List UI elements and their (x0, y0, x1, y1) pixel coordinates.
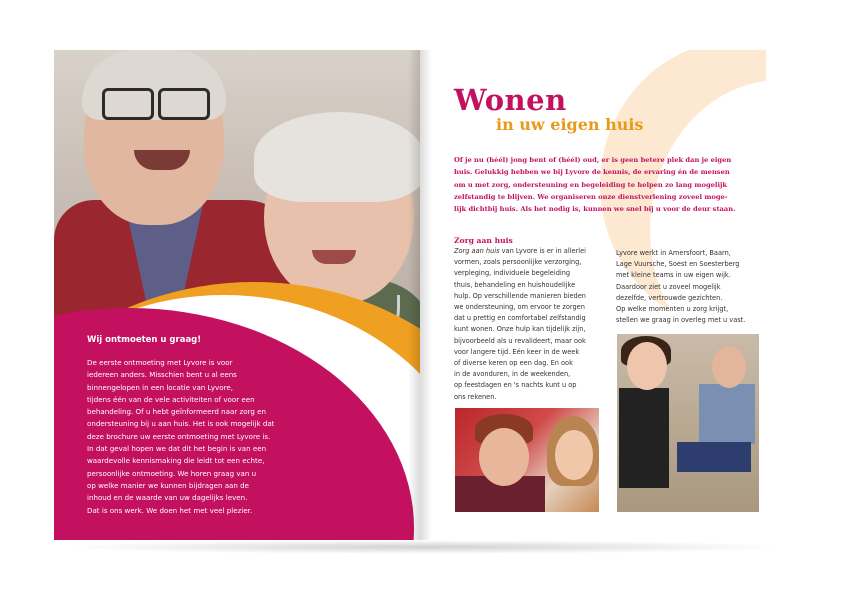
intro-paragraph (454, 154, 754, 215)
left-body-line: behandeling. Of u hebt geïnformeerd naar zorg en (87, 407, 266, 417)
intro-line: lijk dichtbij huis. Als het nodig is, kunnen we snel bij u voor de deur staan. (454, 205, 736, 214)
glasses-right-lens (158, 88, 210, 120)
column-line: kunt wonen. Onze hulp kan tijdelijk zijn, (454, 325, 586, 334)
left-body-line: deze brochure uw eerste ontmoeting met Lyvore is. (87, 431, 271, 441)
elderly-man-shirt (699, 384, 755, 444)
column-line: Op welke momenten u zorg krijgt, (616, 305, 729, 314)
column-line: vormen, zoals persoonlijke verzorging, (454, 258, 582, 267)
left-heading: Wij ontmoeten u graag! (87, 335, 202, 345)
left-body-line: ondersteuning bij u aan huis. Het is ook mogelijk dat (87, 419, 275, 429)
elderly-man-trousers (677, 442, 751, 472)
left-page (54, 50, 420, 540)
column-line: Daardoor ziet u zoveel mogelijk (616, 282, 721, 291)
caregiver-face (555, 430, 593, 480)
column-line: dat u prettig en comfortabel zelfstandig (454, 314, 586, 323)
column-line: dezelfde, vertrouwde gezichten. (616, 293, 723, 302)
left-body-line: In dat geval hopen we dat dit het begin is van een (87, 444, 267, 454)
column-line: stellen we graag in overleg met u vast. (616, 316, 746, 325)
left-body-line: waardevolle kennismaking die leidt tot een echte, (87, 456, 265, 466)
left-body-line: Dat is ons werk. We doen het met veel plezier. (87, 505, 253, 515)
column-line: we ondersteuning, om ervoor te zorgen (454, 303, 585, 312)
column-line: voor langere tijd. Eén keer in de week (454, 347, 580, 356)
page-title: Wonen (454, 83, 567, 117)
column-line: met kleine teams in uw eigen wijk. (616, 271, 731, 280)
column-line: Lage Vuursche, Soest en Soesterberg (616, 260, 740, 269)
caregiver-face (627, 342, 667, 390)
caregiver-photo-small (455, 408, 599, 512)
left-body-line: op welke manier we kunnen bijdragen aan de (87, 480, 250, 490)
column-zorg-aan-huis (454, 236, 604, 403)
column-line: bijvoorbeeld als u revalideert, maar ook (454, 336, 586, 345)
caregiver-clothing (619, 388, 669, 488)
left-body-line: iedereen anders. Misschien bent u al eens (87, 370, 237, 380)
caregiver-photo-large (617, 334, 759, 512)
column-body (454, 246, 604, 403)
intro-line: huis. Gelukkig hebben we bij Lyvore de kennis, de ervaring én de mensen (454, 168, 730, 177)
column-line: ons rekenen. (454, 392, 497, 401)
column-line: van Lyvore is er in allerlei (499, 247, 586, 255)
left-text-block (87, 335, 337, 517)
column-line: hulp. Op verschillende manieren bieden (454, 291, 586, 300)
column-line: of diverse keren op een dag. En ook (454, 359, 573, 368)
column-line: in de avonduren, in de weekenden, (454, 370, 571, 379)
left-body-line: persoonlijke ontmoeting. We horen graag van u (87, 468, 257, 478)
right-page (420, 50, 766, 540)
page-subtitle: in uw eigen huis (496, 115, 644, 134)
elderly-man-face (712, 346, 746, 388)
left-body-line: tijdens één van de vele activiteiten of voor een (87, 394, 255, 404)
column-line: thuis, behandeling en huishoudelijke (454, 280, 576, 289)
intro-line: om u met zorg, ondersteuning en begeleiding te helpen zo lang mogelijk (454, 180, 728, 189)
column-line: op feestdagen en 's nachts kunt u op (454, 381, 577, 390)
glasses-left-lens (102, 88, 154, 120)
woman-hair (254, 112, 420, 202)
elderly-woman-face (479, 428, 529, 486)
left-body-line: De eerste ontmoeting met Lyvore is voor (87, 358, 233, 367)
intro-line: zelfstandig te blijven. We organiseren onze dienstverlening zoveel moge- (454, 192, 728, 201)
left-body-line: binnengelopen in een locatie van Lyvore, (87, 382, 233, 392)
column-line: Lyvore werkt in Amersfoort, Baarn, (616, 249, 731, 257)
intro-line: Of je nu (héél) jong bent of (héél) oud, er is geen betere plek dan je eigen (454, 156, 732, 164)
column-werkgebied (616, 248, 766, 326)
left-body-line: inhoud en de waarde van uw dagelijks leven. (87, 493, 248, 503)
column-body (616, 248, 766, 326)
column-heading: Zorg aan huis (454, 236, 513, 245)
left-body (87, 357, 337, 517)
page-shadow (60, 540, 790, 554)
column-line: verpleging, individuele begeleiding (454, 269, 571, 278)
column-lead-italic: Zorg aan huis (454, 247, 500, 255)
